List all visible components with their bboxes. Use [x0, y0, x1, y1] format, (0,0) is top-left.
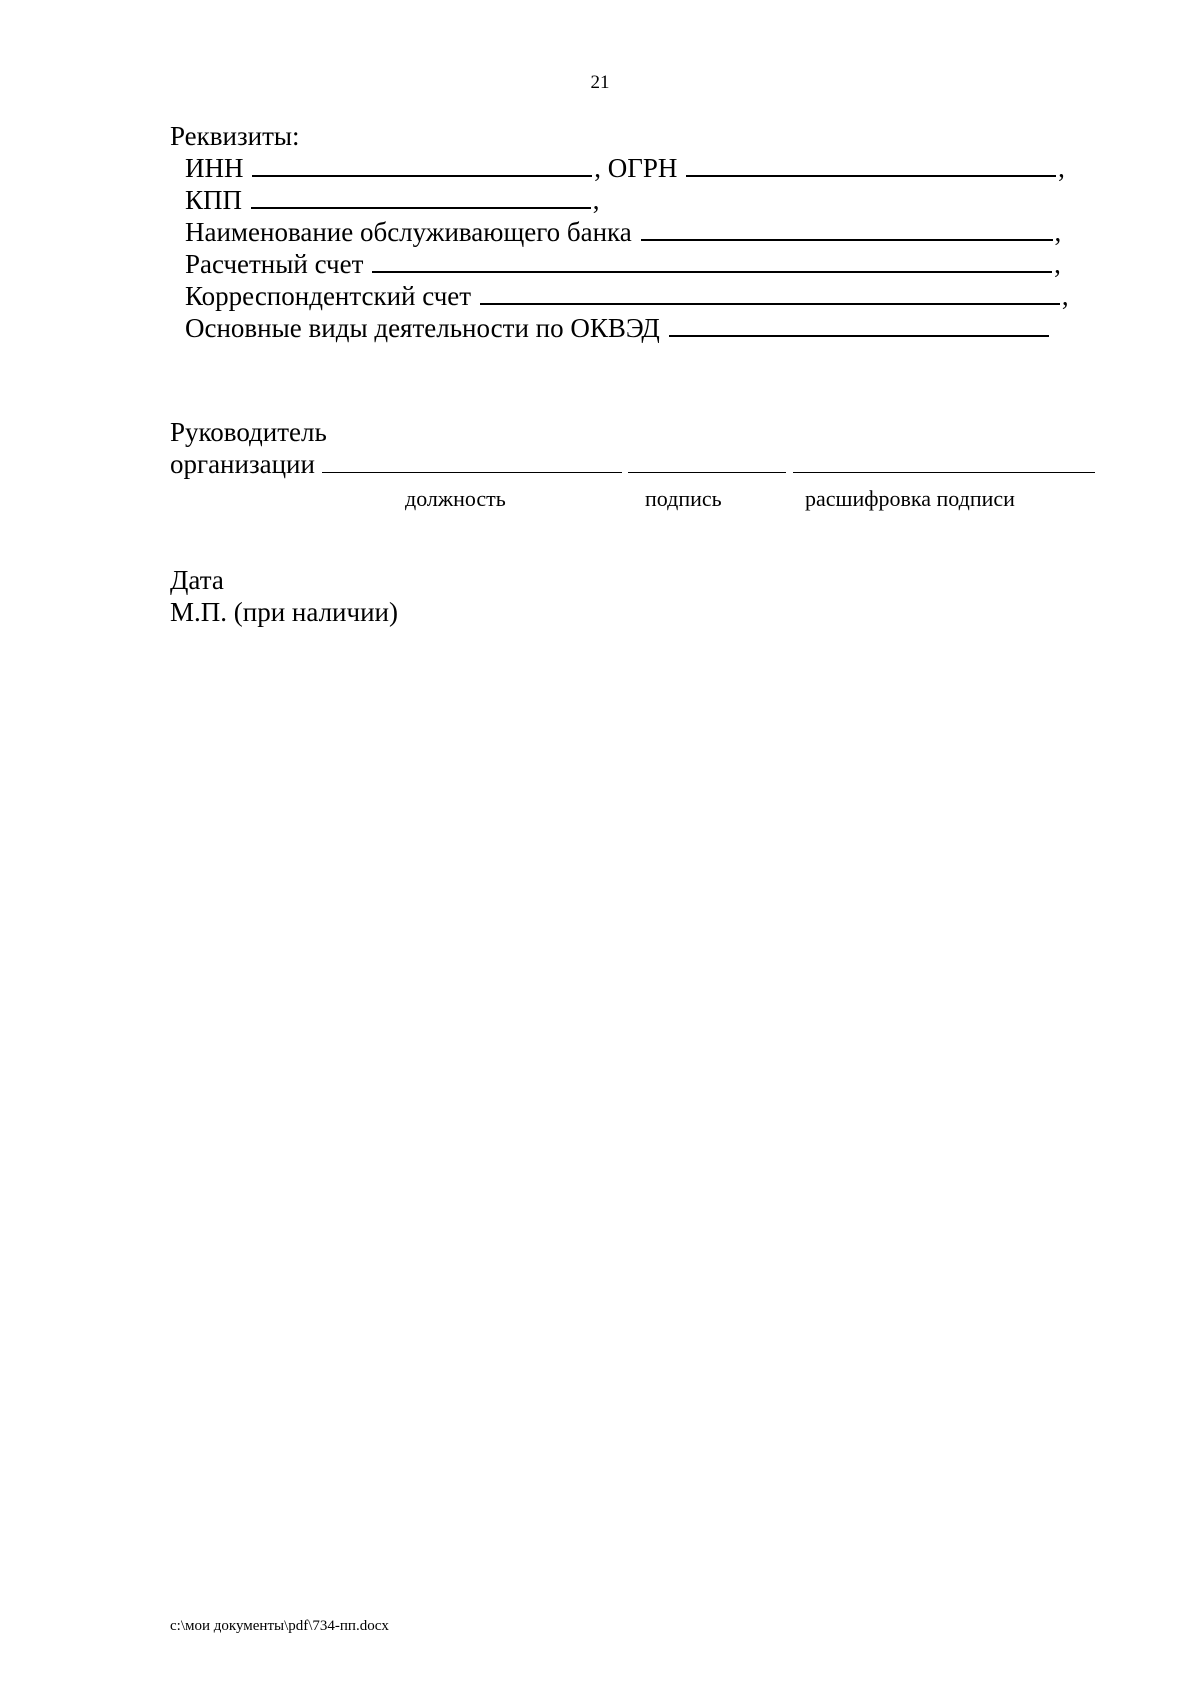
signature-field[interactable]	[628, 450, 786, 473]
corr-account-label: Корреспондентский счет	[185, 281, 472, 311]
corr-account-field[interactable]	[480, 281, 1060, 305]
ogrn-label: , ОГРН	[594, 153, 678, 183]
comma: ,	[1061, 281, 1069, 311]
comma: ,	[1054, 217, 1062, 247]
account-label: Расчетный счет	[185, 249, 364, 279]
caption-decoding: расшифровка подписи	[805, 486, 1015, 511]
footer-file-path: c:\мои документы\pdf\734-пп.docx	[170, 1618, 389, 1634]
page-number: 21	[590, 72, 610, 93]
bank-field[interactable]	[641, 217, 1053, 241]
inn-row	[185, 152, 1065, 184]
account-row	[185, 248, 1061, 280]
okved-field[interactable]	[669, 313, 1049, 337]
inn-field[interactable]	[252, 153, 592, 177]
bank-row	[185, 216, 1061, 248]
inn-label: ИНН	[185, 153, 244, 183]
signature-decoding-field[interactable]	[793, 450, 1095, 473]
bank-label: Наименование обслуживающего банка	[185, 217, 632, 247]
head-label-line1: Руководитель	[170, 417, 327, 447]
stamp-label: М.П. (при наличии)	[170, 597, 398, 627]
comma: ,	[1054, 249, 1061, 279]
head-label-line2: организации	[170, 449, 315, 479]
corr-account-row	[185, 280, 1069, 312]
comma: ,	[1058, 153, 1065, 183]
kpp-label: КПП	[185, 185, 243, 215]
position-field[interactable]	[322, 450, 622, 473]
kpp-row	[185, 184, 600, 216]
ogrn-field[interactable]	[686, 153, 1056, 177]
caption-signature: подпись	[645, 486, 722, 511]
requisites-heading: Реквизиты:	[170, 121, 300, 151]
comma: ,	[592, 185, 600, 215]
account-field[interactable]	[372, 249, 1052, 273]
caption-position: должность	[405, 486, 506, 511]
kpp-field[interactable]	[251, 185, 591, 209]
date-label: Дата	[170, 565, 224, 595]
okved-row	[185, 312, 1051, 344]
okved-label: Основные виды деятельности по ОКВЭД	[185, 313, 660, 343]
head-signature-row	[170, 448, 1095, 480]
